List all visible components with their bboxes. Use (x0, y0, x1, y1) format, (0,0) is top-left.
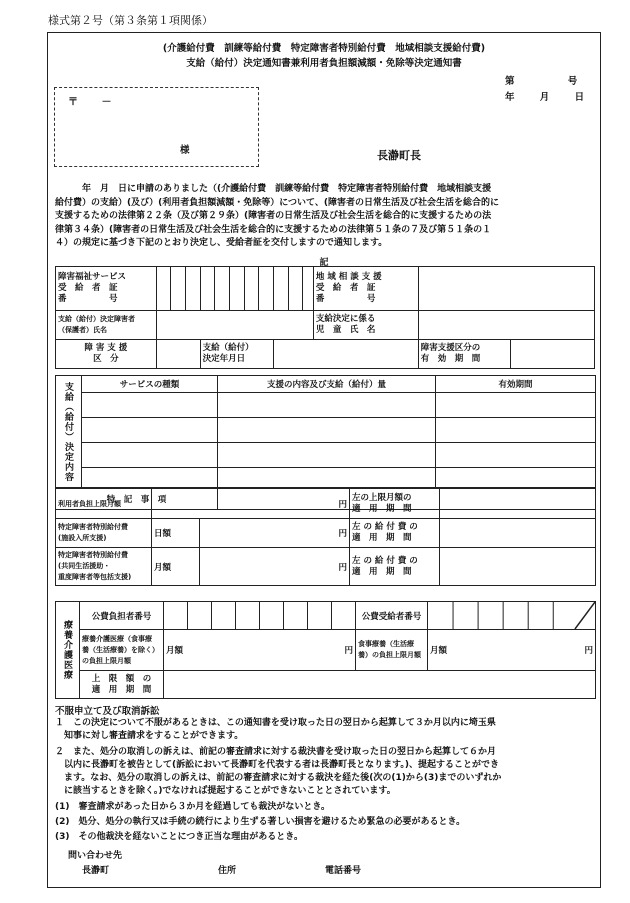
daily-amount-field[interactable] (200, 519, 350, 548)
service-type-cell[interactable] (82, 443, 218, 468)
decision-table (55, 266, 595, 369)
yen-unit: 円 (584, 646, 593, 656)
valid-period-cell[interactable] (436, 443, 596, 468)
special-benefit-1-label: 特定障害者特別給付費 (施設入所支援) (56, 519, 152, 548)
contact-address-label: 住所 (218, 866, 237, 876)
monthly-amount-field[interactable] (200, 548, 350, 586)
service-type-cell[interactable] (82, 393, 218, 418)
meal-limit-field[interactable] (428, 630, 596, 671)
payer-digit-cell[interactable] (236, 602, 260, 630)
cert-digit-cell[interactable] (186, 267, 201, 311)
monthly-amount-label: 月額 (430, 646, 448, 656)
support-content-cell[interactable] (218, 418, 436, 443)
notice-line: 給付費）の支給）(及び）(利用者負担額減額・免除等）について、(障害者の日常生活及び社会生活を総合的に (55, 197, 499, 208)
notice-body (55, 183, 595, 251)
service-type-cell[interactable] (82, 468, 218, 488)
payer-digit-cell[interactable] (308, 602, 332, 630)
public-payer-label: 公費負担者番号 (80, 602, 164, 630)
decision-date-label: 支給（給付） 決定年月日 (200, 340, 273, 369)
issuer-name: 長瀞町長 (377, 149, 421, 162)
diagonal-line (428, 602, 595, 629)
form-id: 様式第２号（第３条第１項関係） (48, 14, 213, 27)
cert-digit-cell[interactable] (259, 267, 274, 311)
appeal-line: ２ また、処分の取消しの訴えは、前記の審査請求に対する裁決書を受け取った日の翌日から起算して６か月 (55, 747, 497, 757)
support-class-label: 障 害 支 援 区 分 (56, 340, 157, 369)
contact-title: 問い合わせ先 (68, 851, 123, 861)
blank-cell (303, 267, 313, 311)
document-date: 年 月 日 (505, 92, 585, 103)
valid-period-header: 有効期間 (436, 376, 596, 393)
limit-period-label: 上 限 額 の 適 用 期 間 (80, 671, 164, 699)
cert-digit-cell[interactable] (200, 267, 215, 311)
notice-line: 律第３４条）(障害者の日常生活及び社会生活を総合的に支援するための法律第５１条の７及び第５１条の１ (55, 224, 492, 235)
monthly-amount-label: 月額 (166, 646, 184, 656)
payer-digit-cell[interactable] (332, 602, 356, 630)
medical-limit-label: 療養介護医療（食事療 養（生活療養）を除く） の負担上限月額 (80, 630, 164, 671)
payer-digit-cell[interactable] (284, 602, 308, 630)
ryouyou-table (55, 601, 596, 699)
limit-period-field[interactable] (164, 671, 596, 699)
payer-digit-cell[interactable] (212, 602, 236, 630)
appeal-line: ます。なお、処分の取消しの訴えは、前記の審査請求に対する裁決を経た後(次の(1)から(3)までのいずれか (55, 773, 502, 783)
valid-period-cell[interactable] (436, 468, 596, 488)
left-benefit-period-label: 左 の 給 付 費 の 適 用 期 間 (350, 519, 440, 548)
recipient-label: 支給（給付）決定障害者 （保護者）氏名 (56, 311, 157, 340)
special-benefit-2-label: 特定障害者特別給付費 (共同生活援助・ 重度障害者等包括支援) (56, 548, 152, 586)
left-benefit-period-field[interactable] (440, 519, 596, 548)
notice-line: 年 月 日に申請のありました（(介護給付費 訓練等給付費 特定障害者特別給付費 地域相談支援 (55, 184, 492, 194)
validity-field[interactable] (510, 340, 594, 369)
addressee-honorific: 様 (180, 145, 190, 156)
support-content-cell[interactable] (218, 393, 436, 418)
recipient-name-field[interactable] (156, 311, 313, 340)
appeal-line: (3) その他裁決を経ないことにつき正当な理由があるとき。 (55, 832, 303, 842)
cert-digit-cell[interactable] (288, 267, 303, 311)
daily-amount-label: 日額 (152, 519, 200, 548)
support-class-field[interactable] (156, 340, 200, 369)
cert-digit-cell[interactable] (244, 267, 259, 311)
support-content-header: 支援の内容及び支給（給付）量 (218, 376, 436, 393)
public-recipient-field[interactable] (428, 602, 596, 630)
upper-limit-label: 利用者負担上限月額 (56, 489, 152, 519)
public-recipient-label: 公費受給者番号 (356, 602, 428, 630)
contact-town: 長瀞町 (82, 866, 110, 876)
notice-line: ４）の規定に基づき下記のとおり決定し、受給者証を交付しますので通知します。 (55, 238, 388, 248)
service-type-header: サービスの種類 (82, 376, 218, 393)
cert-digit-cell[interactable] (171, 267, 186, 311)
welfare-cert-label: 障害福祉サービス 受 給 者 証 番 号 (56, 267, 157, 311)
payer-digit-cell[interactable] (164, 602, 188, 630)
yen-unit: 円 (344, 646, 353, 656)
cert-digit-cell[interactable] (230, 267, 245, 311)
left-benefit-period-field-2[interactable] (440, 548, 596, 586)
title-line-2: 支給（給付）決定通知書兼利用者負担額減額・免除等決定通知書 (186, 58, 462, 69)
left-limit-period-field[interactable] (440, 489, 596, 519)
child-label: 支給決定に係る 児 童 氏 名 (313, 311, 418, 340)
community-cert-value[interactable] (418, 267, 594, 311)
appeal-line: に該当するときを除く。)でなければ提起することができないこととされています。 (55, 786, 396, 796)
appeal-line: 知事に対し審査請求をすることができます。 (55, 731, 244, 741)
left-benefit-period-label-2: 左 の 給 付 費 の 適 用 期 間 (350, 548, 440, 586)
appeal-line: 以内に長瀞町を被告として(訴訟において長瀞町を代表する者は長瀞町長となります。)、提起することができ (55, 760, 500, 770)
cert-digit-cell[interactable] (274, 267, 289, 311)
ki-heading: 記 (319, 258, 329, 268)
ryouyou-vertical-label: 療養介護医療 (56, 602, 80, 699)
special-notes-label: 特 記 事 項 (56, 488, 218, 510)
community-cert-label: 地 域 相 談 支 援 受 給 者 証 番 号 (313, 267, 418, 311)
cert-digit-cell[interactable] (215, 267, 230, 311)
payer-digit-cell[interactable] (260, 602, 284, 630)
upper-limit-field[interactable] (152, 489, 350, 519)
title-line-1: (介護給付費 訓練等給付費 特定障害者特別給付費 地域相談支援給付費) (162, 43, 486, 54)
decision-content-vertical-label: 支給（給付）決定内容 (56, 376, 82, 488)
yen-unit: 円 (338, 499, 348, 510)
validity-label: 障害支援区分の 有 効 期 間 (418, 340, 510, 369)
support-content-cell[interactable] (218, 468, 436, 488)
yen-unit: 円 (338, 562, 348, 573)
valid-period-cell[interactable] (436, 418, 596, 443)
decision-date-field[interactable] (274, 340, 419, 369)
upper-limit-table (55, 488, 596, 586)
postal-code: 〒 － (68, 97, 112, 108)
child-name-field[interactable] (418, 311, 594, 340)
payer-digit-cell[interactable] (188, 602, 212, 630)
appeal-line: (2) 処分、処分の執行又は手続の続行により生ずる著しい損害を避けるため緊急の必要があるとき。 (55, 817, 466, 827)
cert-digit-cell[interactable] (156, 267, 171, 311)
appeal-title: 不服申立て及び取消訴訟 (55, 706, 160, 717)
monthly-amount-label: 月額 (152, 548, 200, 586)
appeal-line: １ この決定について不服があるときは、この通知書を受け取った日の翌日から起算して３か月以内に埼玉県 (55, 718, 496, 728)
meal-limit-label: 食事療養（生活療 養）の負担上限月額 (356, 630, 428, 671)
left-limit-period-label: 左の上限月額の 適 用 期 間 (350, 489, 440, 519)
support-content-cell[interactable] (218, 443, 436, 468)
valid-period-cell[interactable] (436, 393, 596, 418)
medical-limit-field[interactable] (164, 630, 356, 671)
yen-unit: 円 (338, 529, 348, 539)
contact-tel-label: 電話番号 (325, 866, 362, 876)
appeal-line: (1) 審査請求があった日から３か月を経過しても裁決がないとき。 (55, 802, 331, 812)
document-number: 第 号 (505, 76, 578, 87)
service-type-cell[interactable] (82, 418, 218, 443)
notice-line: 支援するための法律第２２条（及び第２９条）(障害者の日常生活及び社会生活を総合的に支援するための法 (55, 211, 492, 221)
